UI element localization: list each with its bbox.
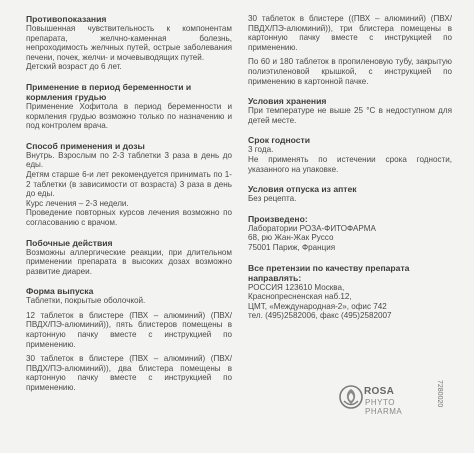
manufacturer-street: 68, рю Жан-Жак Руссо xyxy=(248,233,334,243)
dispensing-section xyxy=(248,184,452,204)
pregnancy-heading: Применение в период беременности и кормления грудью xyxy=(26,81,192,102)
claims-section xyxy=(248,263,452,321)
manufacturer-heading: Произведено: xyxy=(248,213,308,224)
shelf-life-section xyxy=(248,135,452,174)
form-tablets: Таблетки, покрытые оболочкой. xyxy=(26,296,146,306)
pregnancy-text: Применение Хофитола в период беременности и кормления грудью возможно только по назначению и под контролем врача. xyxy=(26,101,232,131)
storage-heading: Условия хранения xyxy=(248,96,327,107)
left-column xyxy=(26,14,232,403)
dosage-repeat: Проведение повторных курсов лечения возможно по согласованию с врачом. xyxy=(26,208,232,227)
pregnancy-section xyxy=(26,82,232,131)
shelf-life-note: Не применять по истечении срока годности, указанного на упаковке. xyxy=(248,154,452,174)
form-pack-12: 12 таблеток в блистере (ПВХ – алюминий) (ПВХ/ ПВДХ/ПЭ-алюминий)), пять блистеров помещены в картонную пачку вместе с инструкцией по применению. xyxy=(26,310,232,349)
claims-line-3: ЦМТ, «Международная-2», офис 742 xyxy=(248,301,387,311)
contraindications-section xyxy=(26,14,232,72)
dosage-adults: Внутрь. Взрослым по 2-3 таблетки 3 раза в день до еды. xyxy=(26,150,232,170)
form-section xyxy=(26,286,232,392)
side-effects-text: Возможны аллергические реакции, при длительном применении препарата в высоких дозах возможно развитие диареи. xyxy=(26,247,232,276)
logo-word-pharma: PHARMA xyxy=(365,407,403,416)
dosage-heading: Способ применения и дозы xyxy=(26,140,145,151)
claims-line-1: РОССИЯ 123610 Москва, xyxy=(248,282,345,292)
logo-word-phyto: PHYTO xyxy=(365,398,395,407)
form-tube: По 60 и 180 таблеток в пропиленовую тубу, закрытую полиэтиленовой крышкой, с инструкцией по применению в картонной пачке. xyxy=(248,57,452,86)
contraindications-heading: Противопоказания xyxy=(26,14,107,24)
form-continued-section xyxy=(248,14,452,86)
print-code: 7280020 xyxy=(436,380,443,408)
form-heading: Форма выпуска xyxy=(26,286,94,297)
claims-heading: Все претензии по качеству препарата направлять: xyxy=(248,262,410,283)
dosage-course: Курс лечения – 2-3 недели. xyxy=(26,198,129,208)
side-effects-heading: Побочные действия xyxy=(26,237,113,248)
form-pack-30-two: 30 таблеток в блистере (ПВХ – алюминий) (ПВХ/ ПВДХ/ПЭ-алюминий)), два блистера помещены в картонную пачку вместе с инструкцией по применению. xyxy=(26,354,232,393)
storage-section xyxy=(248,96,452,125)
manufacturer-city: 75001 Париж, Франция xyxy=(248,242,336,252)
claims-line-4: тел. (495)2582006, факс (495)2582007 xyxy=(248,311,392,321)
rosa-phytopharma-logo xyxy=(338,380,406,422)
claims-line-2: Краснопресненская наб.12, xyxy=(248,292,352,302)
dispensing-heading: Условия отпуска из аптек xyxy=(248,184,357,195)
contraindications-text: Повышенная чувствительность к компонентам препарата, желчно-каменная болезнь, непроходимость желчных путей, острые заболевания печени, почек, желчи- и мочевыводящих путей. xyxy=(26,24,232,62)
rose-logo-icon xyxy=(338,384,364,410)
dispensing-text: Без рецепта. xyxy=(248,194,297,204)
dosage-section xyxy=(26,141,232,228)
form-pack-30-three: 30 таблеток в блистере ((ПВХ – алюминий) (ПВХ/ ПВДХ/ПЭ-алюминий)), три блистера помещены в картонную пачку вместе с инструкцией по применению. xyxy=(248,14,452,52)
logo-word-rosa: ROSA xyxy=(364,386,395,397)
storage-text: При температуре не выше 25 °С в недоступном для детей месте. xyxy=(248,106,452,125)
side-effects-section xyxy=(26,238,232,277)
dosage-children: Детям старше 6-и лет рекомендуется принимать по 1-2 таблетки (в зависимости от возраста) 3 раза в день до еды. xyxy=(26,169,232,199)
shelf-life-value: 3 года. xyxy=(248,145,274,155)
manufacturer-section xyxy=(248,214,452,253)
manufacturer-name: Лаборатории РОЗА-ФИТОФАРМА xyxy=(248,223,376,233)
shelf-life-heading: Срок годности xyxy=(248,135,311,146)
contraindications-age: Детский возраст до 6 лет. xyxy=(26,62,122,72)
right-column xyxy=(248,14,452,331)
